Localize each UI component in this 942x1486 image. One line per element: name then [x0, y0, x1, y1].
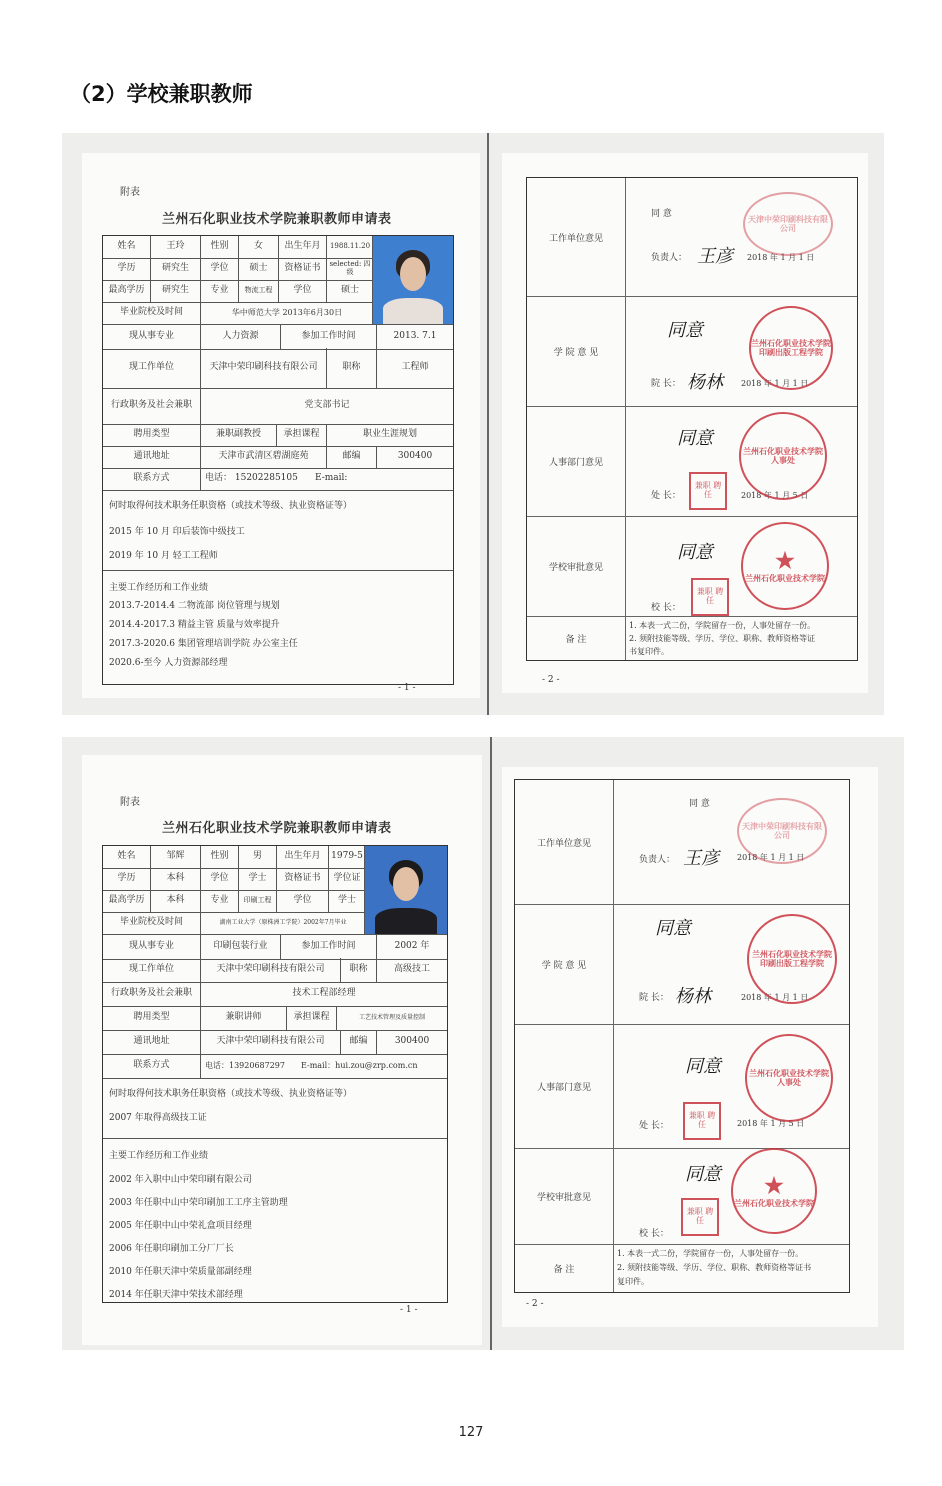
label-highest-edu: 最高学历: [103, 890, 151, 912]
value-certificate: selected: 四级: [329, 260, 371, 276]
qualification-line: 2015 年 10 月 印后装饰中级技工: [109, 527, 245, 537]
experience-line: 2014 年任职天津中荣技术部经理: [109, 1290, 243, 1300]
label-education: 学历: [103, 258, 151, 280]
table-row: [103, 388, 453, 425]
dean-signature: 杨林: [675, 986, 711, 1007]
date-text: 2018 年 1 月 1 日: [741, 993, 809, 1002]
value-graduation: 华中师范大学 2013年6月30日: [231, 307, 343, 317]
label-remark: 备 注: [515, 1244, 614, 1292]
value-join-work: 2002 年: [394, 941, 430, 952]
approval-form-2: [502, 767, 878, 1327]
form-page-mark: - 2 -: [542, 675, 560, 685]
label-admin: 行政职务及社会兼职: [103, 388, 201, 424]
label-remark: 备 注: [527, 616, 626, 660]
experience-line: 2006 年任职印刷加工分厂厂长: [109, 1244, 234, 1254]
star-icon: ★: [764, 1172, 784, 1199]
label-certificate: 资格证书: [277, 868, 329, 890]
form-page-mark: - 1 -: [398, 683, 416, 693]
remark-line: 书复印件。: [629, 647, 669, 656]
label-course: 承担课程: [277, 424, 327, 446]
value-work-unit: 天津中荣印刷科技有限公司: [201, 958, 341, 982]
table-row: [103, 468, 453, 491]
label-zip: 邮编: [341, 1030, 377, 1054]
principal-label: 校 长：: [651, 603, 681, 613]
college-seal: 兰州石化职业技术学院 印刷出版工程学院: [749, 306, 833, 390]
approval-table: [526, 177, 858, 661]
rect-seal: 兼职 聘任: [689, 472, 727, 510]
scan-image-2: [62, 737, 904, 1350]
approval-table: [514, 779, 850, 1293]
approval-form-1: [502, 153, 868, 693]
value-address: 天津市武清区碧湖庭苑: [201, 446, 327, 468]
school-seal-text: 兰州石化职业技术学院: [734, 1198, 814, 1209]
label-admin: 行政职务及社会兼职: [103, 982, 201, 1006]
date-text: 2018 年 1 月 1 日: [741, 379, 809, 388]
company-seal: 天津中荣印刷科技有限公司: [737, 798, 827, 864]
agree-text: 同 意: [651, 209, 672, 219]
value-gender: 女: [239, 236, 279, 258]
rect-seal: 兼职 聘任: [683, 1102, 721, 1140]
dean-label: 院 长：: [651, 379, 681, 389]
table-row: [103, 324, 453, 350]
label-title: 职称: [327, 348, 377, 388]
experience-line: 2017.3-2020.6 集团管理培训学院 办公室主任: [109, 639, 298, 649]
remark-line: 1. 本表一式二份，学院留存一份，人事处留存一份。: [617, 1249, 804, 1258]
form-page-mark: - 2 -: [526, 1299, 544, 1309]
college-signature: 同意: [667, 320, 703, 341]
label-title: 职称: [341, 958, 377, 982]
dean-label: 院 长：: [639, 993, 669, 1003]
table-row: [103, 424, 453, 447]
table-row: [103, 1054, 447, 1079]
label-work-unit: 现工作单位: [103, 958, 201, 982]
experience-line: 2005 年任职中山中荣礼盒项目经理: [109, 1221, 252, 1231]
value-major: 物流工程: [239, 280, 279, 302]
dean-signature: 杨林: [687, 372, 723, 393]
experience-line: 2002 年入职中山中荣印刷有限公司: [109, 1175, 252, 1185]
approval-row: [527, 516, 857, 617]
value-address: 天津中荣印刷科技有限公司: [201, 1030, 341, 1054]
label-work-unit: 现工作单位: [103, 348, 201, 388]
label-current-major: 现从事专业: [103, 935, 201, 959]
value-zip: 300400: [397, 451, 433, 462]
hr-seal: 兰州石化职业技术学院 人事处: [745, 1034, 833, 1122]
applicant-photo: [372, 236, 453, 324]
value-zip: 300400: [394, 1036, 430, 1047]
hr-head-label: 处 长：: [651, 491, 681, 501]
qualification-heading: 何时取得何技术职务任职资格（或技术等级、执业资格证等）: [109, 501, 353, 511]
table-row: [103, 236, 373, 259]
value-major: 印刷工程: [239, 890, 277, 912]
remark-line: 2. 须附技能等级、学历、学位、职称、教师资格等证书: [617, 1263, 812, 1272]
label-college-opinion: 学 院 意 见: [527, 296, 626, 406]
experience-line: 2003 年任职中山中荣印刷加工工序主管助理: [109, 1198, 288, 1208]
experience-heading: 主要工作经历和工作业绩: [109, 583, 209, 593]
remark-line: 1. 本表一式二份，学院留存一份，人事处留存一份。: [629, 621, 816, 630]
school-signature: 同意: [685, 1164, 721, 1185]
value-birth: 1979-5: [331, 851, 363, 862]
approval-row: [527, 178, 857, 297]
value-certificate: 学位证: [333, 873, 361, 884]
label-unit-opinion: 工作单位意见: [527, 178, 626, 296]
date-text: 2018 年 1 月 1 日: [737, 853, 805, 862]
label-gender: 性别: [201, 236, 239, 258]
value-highest-edu: 本科: [151, 890, 201, 912]
table-row: [103, 1006, 447, 1031]
label-school-opinion: 学校审批意见: [515, 1148, 614, 1244]
scan-image-1: [62, 133, 884, 715]
remark-line: 复印件。: [617, 1277, 649, 1286]
value-work-unit: 天津中荣印刷科技有限公司: [201, 348, 327, 388]
table-row: [103, 846, 365, 869]
experience-line: 2010 年任职天津中荣质量部副经理: [109, 1267, 252, 1277]
label-school-opinion: 学校审批意见: [527, 516, 626, 616]
qualification-line: 2019 年 10 月 轻工工程师: [109, 551, 218, 561]
table-row: [103, 912, 365, 935]
school-signature: 同意: [677, 542, 713, 563]
table-row: [103, 868, 365, 891]
value-current-major: 人力资源: [201, 325, 281, 349]
applicant-photo: [364, 846, 447, 934]
experience-line: 2013.7-2014.4 二物流部 岗位管理与规划: [109, 601, 280, 611]
value-education: 研究生: [151, 258, 201, 280]
application-form-1: [82, 153, 480, 698]
table-row: [103, 982, 447, 1007]
label-hire-type: 聘用类型: [103, 1006, 201, 1030]
page-number: 127: [458, 1425, 484, 1440]
school-seal: [741, 522, 829, 610]
form-table: [102, 235, 454, 685]
label-current-major: 现从事专业: [103, 325, 201, 349]
approval-row: [527, 406, 857, 517]
value-name: 王玲: [151, 236, 201, 258]
approval-row: [527, 296, 857, 407]
experience-heading: 主要工作经历和工作业绩: [109, 1151, 209, 1161]
value-name: 邹辉: [151, 846, 201, 868]
value-current-major: 印刷包装行业: [201, 935, 281, 959]
value-course: 工艺技术管理及质量控制: [358, 1013, 425, 1021]
value-course: 职业生涯规划: [362, 429, 417, 440]
leader-label: 负责人：: [639, 855, 676, 865]
rect-seal: 兼职 聘任: [681, 1198, 719, 1236]
label-certificate: 资格证书: [279, 258, 327, 280]
label-name: 姓名: [103, 846, 151, 868]
value-graduation: 湖南工业大学（原株洲工学院）2002年7月毕业: [219, 918, 347, 926]
table-row: [103, 280, 373, 303]
rect-seal: 兼职 聘任: [691, 578, 729, 616]
label-address: 通讯地址: [103, 1030, 201, 1054]
label-hr-opinion: 人事部门意见: [527, 406, 626, 516]
leader-signature: 王彦: [683, 848, 719, 869]
approval-row: [515, 1024, 849, 1149]
label-degree-2: 学位: [277, 890, 329, 912]
application-form-2: [82, 755, 482, 1345]
label-birth: 出生年月: [279, 236, 327, 258]
school-seal-text: 兰州石化职业技术学院: [745, 573, 825, 584]
page-fold: [487, 133, 489, 715]
table-row: [103, 958, 447, 983]
value-hire-type: 兼职讲师: [201, 1006, 287, 1030]
value-join-work: 2013. 7.1: [393, 331, 437, 342]
label-degree-2: 学位: [279, 280, 327, 302]
label-college-opinion: 学 院 意 见: [515, 904, 614, 1024]
principal-label: 校 长：: [639, 1229, 669, 1239]
table-row: [103, 258, 373, 281]
label-birth: 出生年月: [277, 846, 329, 868]
date-text: 2018 年 1 月 5 日: [741, 491, 809, 500]
label-education: 学历: [103, 868, 151, 890]
form-title: 兰州石化职业技术学院兼职教师申请表: [162, 212, 392, 227]
value-degree: 学士: [239, 868, 277, 890]
approval-row: [515, 1148, 849, 1245]
label-hire-type: 聘用类型: [103, 424, 201, 446]
label-graduation: 毕业院校及时间: [103, 302, 201, 324]
label-contact: 联系方式: [103, 1054, 201, 1078]
table-row: [103, 890, 365, 913]
value-phone: 电话： 15202285105: [205, 473, 298, 484]
label-name: 姓名: [103, 236, 151, 258]
value-title: 高级技工: [393, 964, 430, 975]
leader-signature: 王彦: [697, 246, 733, 267]
label-graduation: 毕业院校及时间: [103, 912, 201, 934]
table-row: [103, 348, 453, 389]
label-join-work: 参加工作时间: [281, 935, 377, 959]
value-education: 本科: [151, 868, 201, 890]
experience-line: 2014.4-2017.3 精益主管 质量与效率提升: [109, 620, 280, 630]
label-degree: 学位: [201, 258, 239, 280]
value-birth: 1988.11.20: [329, 242, 371, 251]
value-admin: 党支部书记: [304, 400, 350, 411]
label-course: 承担课程: [287, 1006, 337, 1030]
value-gender: 男: [239, 846, 277, 868]
approval-row: [527, 616, 857, 660]
table-row: [103, 1030, 447, 1055]
label-address: 通讯地址: [103, 446, 201, 468]
hr-signature: 同意: [685, 1056, 721, 1077]
experience-line: 2020.6-至今 人力资源部经理: [109, 658, 228, 668]
annex-label: 附表: [120, 797, 140, 808]
agree-text: 同 意: [689, 799, 710, 809]
star-icon: ★: [775, 547, 795, 574]
company-seal: 天津中荣印刷科技有限公司: [743, 192, 833, 256]
table-row: [103, 446, 453, 469]
label-join-work: 参加工作时间: [281, 325, 377, 349]
section-heading: （2）学校兼职教师: [70, 82, 253, 106]
label-gender: 性别: [201, 846, 239, 868]
label-hr-opinion: 人事部门意见: [515, 1024, 614, 1148]
value-title: 工程师: [401, 362, 429, 373]
table-row: [103, 302, 373, 325]
hr-signature: 同意: [677, 428, 713, 449]
form-title: 兰州石化职业技术学院兼职教师申请表: [162, 821, 392, 836]
value-degree-2: 硕士: [340, 285, 359, 296]
label-contact: 联系方式: [103, 468, 201, 490]
label-unit-opinion: 工作单位意见: [515, 780, 614, 904]
value-phone: 电话：13920687297: [205, 1060, 285, 1070]
label-highest-edu: 最高学历: [103, 280, 151, 302]
annex-label: 附表: [120, 187, 140, 198]
date-text: 2018 年 1 月 1 日: [747, 253, 815, 262]
value-highest-edu: 研究生: [151, 280, 201, 302]
value-admin: 技术工程部经理: [292, 988, 356, 999]
label-major: 专业: [201, 890, 239, 912]
approval-row: [515, 904, 849, 1025]
college-signature: 同意: [655, 918, 691, 939]
hr-head-label: 处 长：: [639, 1121, 669, 1131]
remark-line: 2. 须附技能等级、学历、学位、职称、教师资格等证: [629, 634, 816, 643]
qualification-heading: 何时取得何技术职务任职资格（或技术等级、执业资格证等）: [109, 1089, 353, 1099]
college-seal: 兰州石化职业技术学院 印刷出版工程学院: [747, 914, 837, 1004]
page-fold: [490, 737, 492, 1350]
value-degree: 硕士: [239, 258, 279, 280]
approval-row: [515, 780, 849, 905]
table-row: [103, 934, 447, 960]
label-degree: 学位: [201, 868, 239, 890]
value-email: E-mail：hui.zou@zrp.com.cn: [301, 1060, 418, 1070]
qualification-line: 2007 年取得高级技工证: [109, 1113, 207, 1123]
value-hire-type: 兼职副教授: [201, 424, 277, 446]
approval-row: [515, 1244, 849, 1292]
leader-label: 负责人：: [651, 253, 688, 263]
hr-seal: 兰州石化职业技术学院 人事处: [739, 412, 827, 500]
form-page-mark: - 1 -: [400, 1305, 418, 1315]
value-email: E-mail:: [315, 473, 348, 484]
label-zip: 邮编: [327, 446, 377, 468]
label-major: 专业: [201, 280, 239, 302]
value-degree-2: 学士: [337, 895, 356, 906]
school-seal: [731, 1148, 817, 1234]
date-text: 2018 年 1 月 5 日: [737, 1119, 805, 1128]
form-table: [102, 845, 448, 1303]
